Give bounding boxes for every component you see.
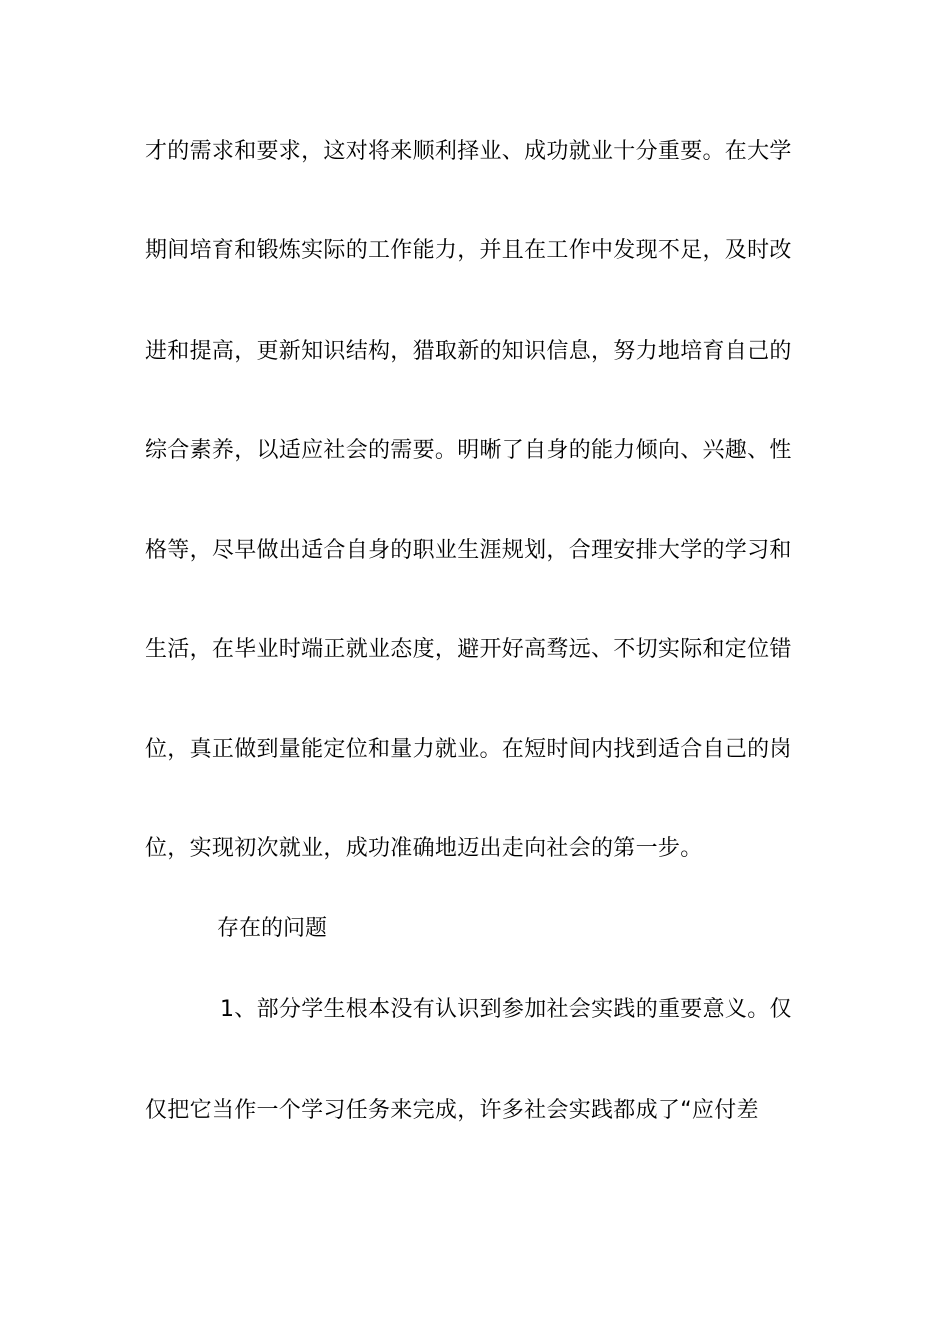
paragraph-line: 格等，尽早做出适合自身的职业生涯规划，合理安排大学的学习和 [145, 538, 792, 563]
paragraph-line: 生活，在毕业时端正就业态度，避开好高骛远、不切实际和定位错 [145, 637, 792, 662]
paragraph-line: 进和提高，更新知识结构，猎取新的知识信息，努力地培育自己的 [145, 339, 792, 364]
paragraph-line: 位，真正做到量能定位和量力就业。在短时间内找到适合自己的岗 [145, 737, 792, 762]
paragraph-line: 1、部分学生根本没有认识到参加社会实践的重要意义。仅 [220, 997, 792, 1022]
paragraph-line: 仅把它当作一个学习任务来完成，许多社会实践都成了“应付差 [145, 1098, 759, 1123]
paragraph-line: 期间培育和锻炼实际的工作能力，并且在工作中发现不足，及时改 [145, 238, 792, 263]
paragraph-line: 综合素养，以适应社会的需要。明晰了自身的能力倾向、兴趣、性 [145, 438, 792, 463]
paragraph-line: 位，实现初次就业，成功准确地迈出走向社会的第一步。 [145, 836, 703, 861]
paragraph-line: 才的需求和要求，这对将来顺利择业、成功就业十分重要。在大学 [145, 139, 792, 164]
section-heading: 存在的问题 [217, 916, 328, 941]
